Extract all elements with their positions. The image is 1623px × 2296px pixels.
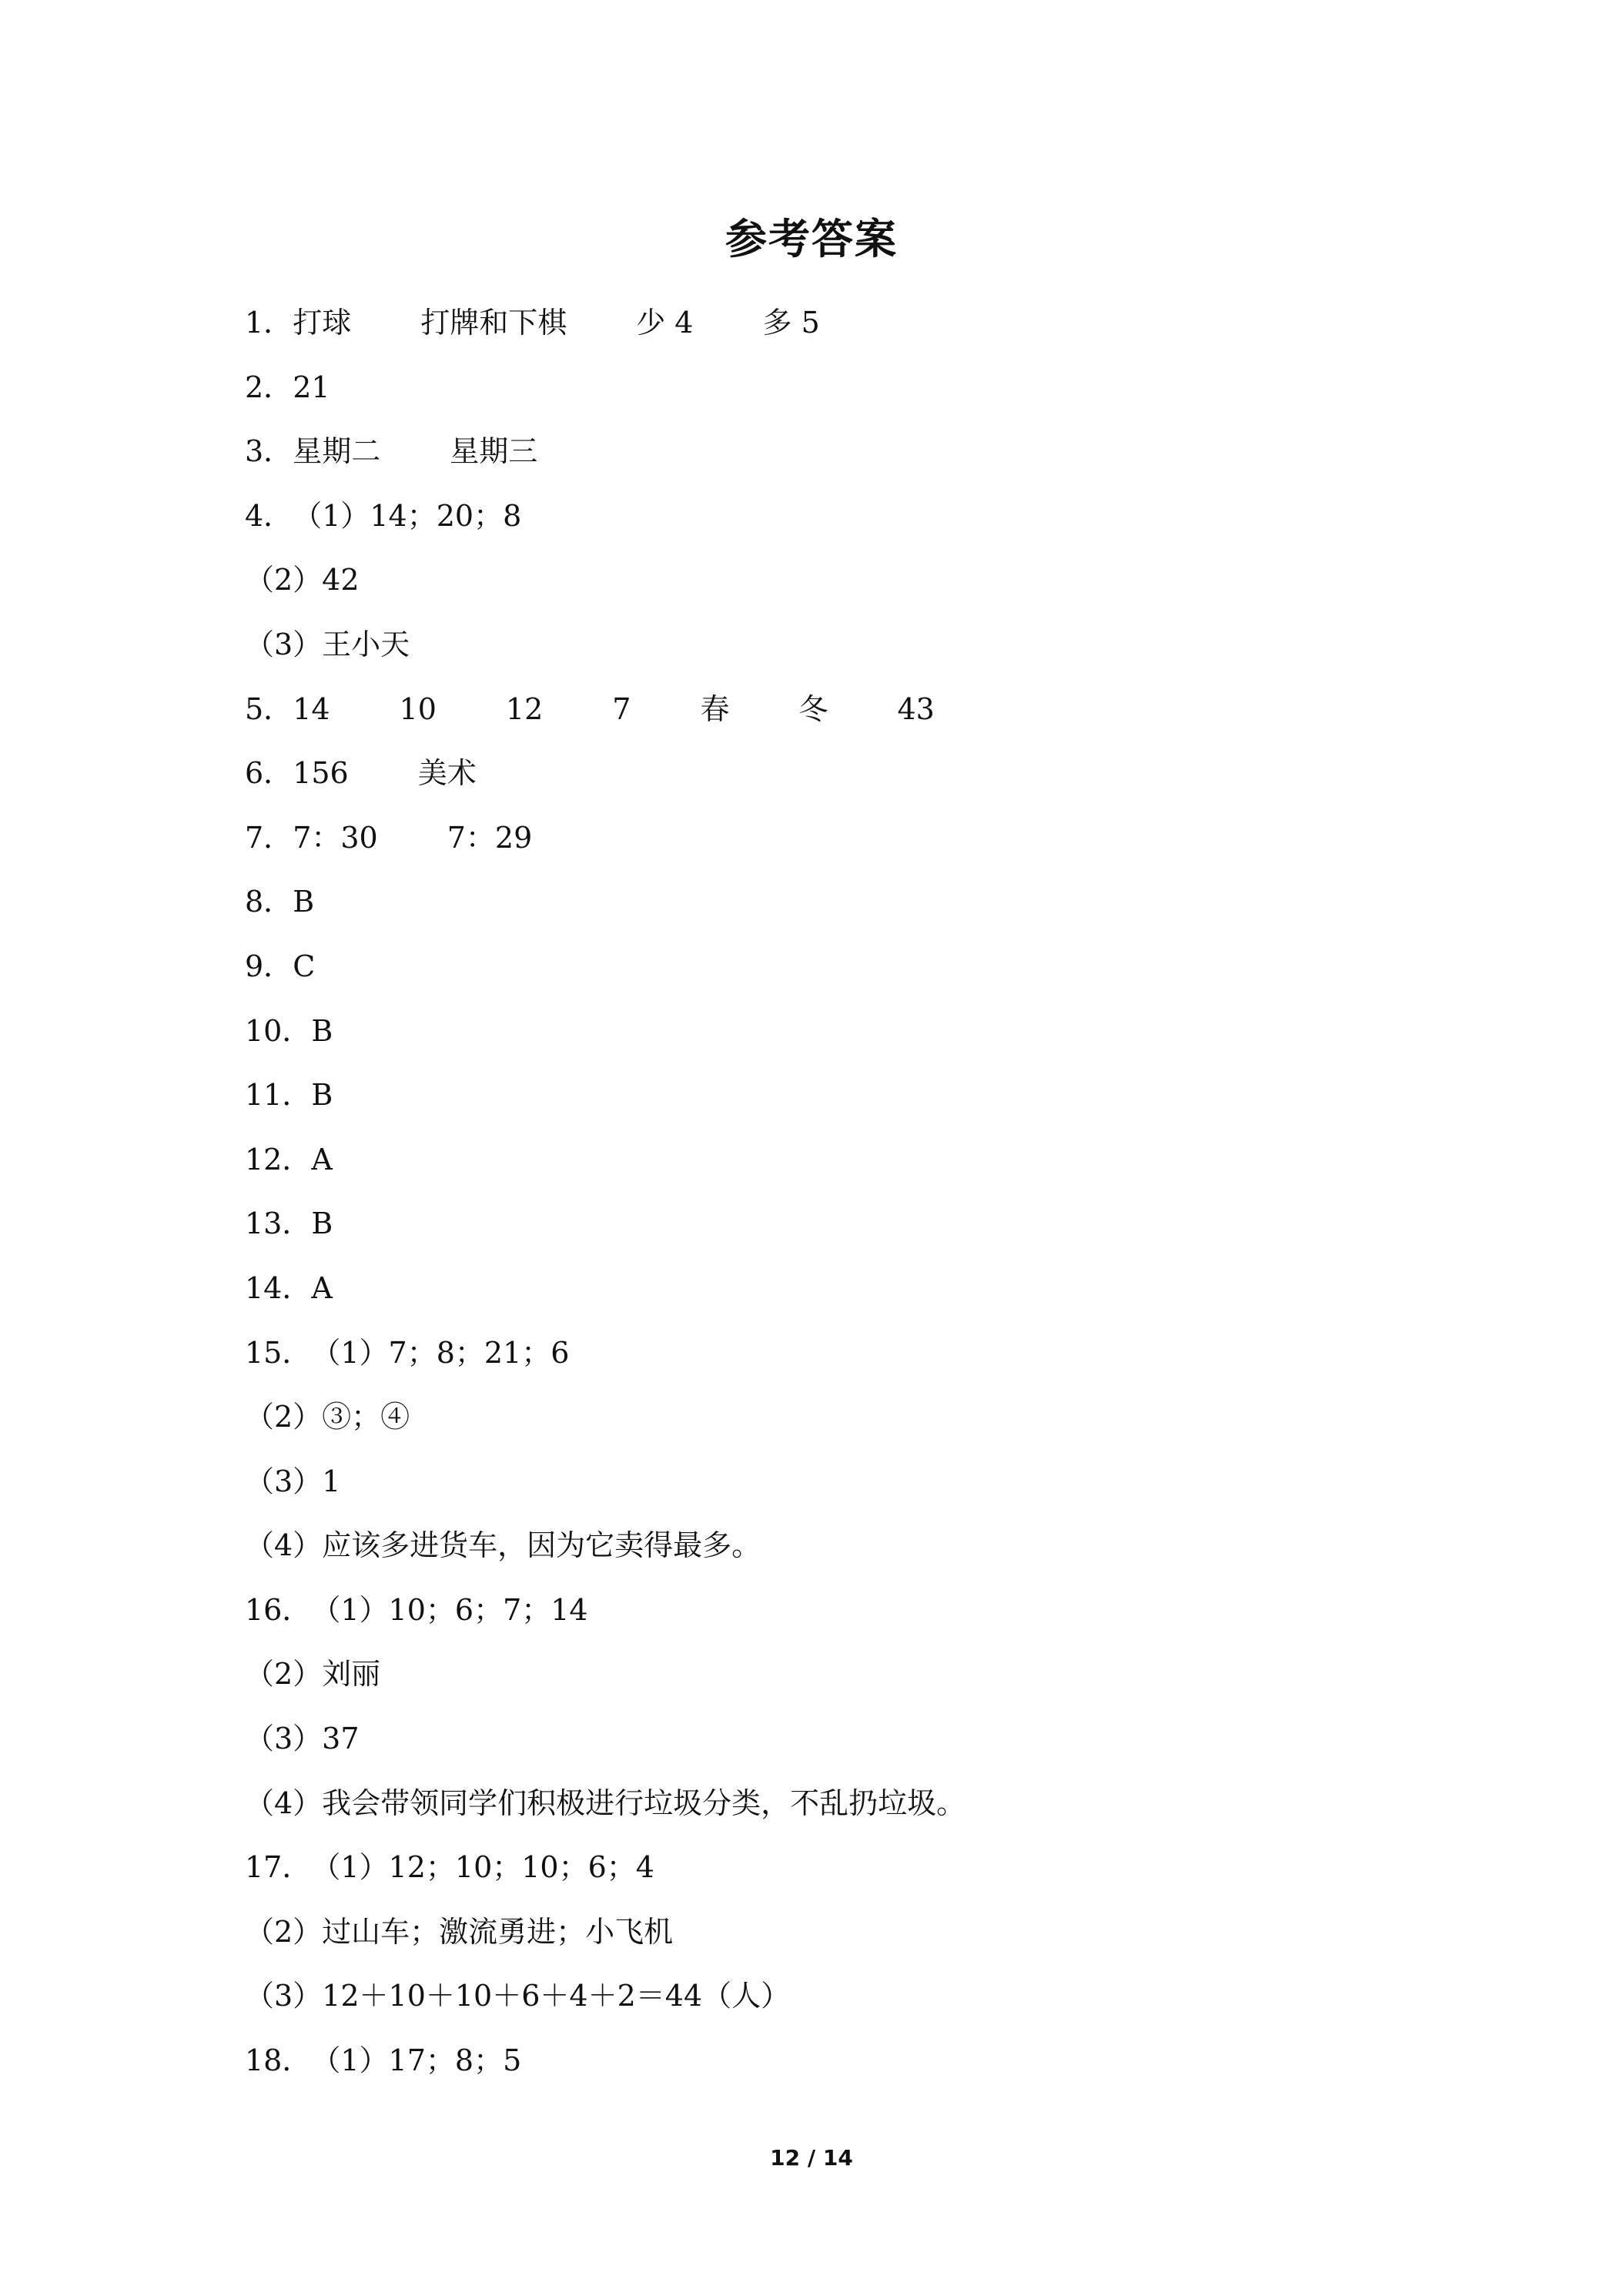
answer-line (245, 1900, 1477, 1965)
answer-line (245, 1578, 1477, 1643)
question-number: 4． (245, 498, 293, 533)
answer-text: 156 (293, 756, 349, 791)
answer-list (245, 291, 1477, 2094)
answer-line (245, 999, 1477, 1064)
question-number: 3． (245, 434, 293, 469)
answer-segments (293, 291, 820, 356)
answer-segments (245, 1964, 790, 2029)
question-number: 5． (245, 691, 293, 726)
answer-text: （2）刘丽 (245, 1657, 381, 1692)
answer-segments (245, 613, 410, 678)
answer-segments (245, 1707, 360, 1772)
answer-text: （3）1 (245, 1464, 341, 1498)
answer-line (245, 741, 1477, 806)
answer-segments (293, 678, 935, 742)
question-number: 14． (245, 1270, 312, 1305)
answer-text: （2）过山车；激流勇进；小飞机 (245, 1914, 674, 1949)
answer-line (245, 420, 1477, 484)
answer-line (245, 548, 1477, 613)
answer-text: A (311, 1142, 333, 1176)
answer-text: 10 (399, 691, 437, 726)
answer-segments (245, 1642, 380, 1707)
answer-text: （2）42 (245, 563, 360, 597)
question-number: 11． (245, 1078, 312, 1113)
answer-text: （1）10；6；7；14 (311, 1592, 588, 1627)
answer-segments (245, 1450, 340, 1514)
answer-text: 12 (505, 691, 544, 726)
answer-segments (293, 935, 315, 999)
answer-text: （3）王小天 (245, 627, 410, 661)
answer-line (245, 1385, 1477, 1450)
answer-line (245, 678, 1477, 742)
answer-text: 7：29 (447, 820, 533, 855)
answer-text: A (311, 1270, 333, 1305)
answer-line (245, 1063, 1477, 1128)
answer-text: 春 (700, 691, 730, 726)
answer-line (245, 1514, 1477, 1578)
answer-text: （4）我会带领同学们积极进行垃圾分类，不乱扔垃圾。 (245, 1786, 966, 1820)
question-number: 12． (245, 1142, 312, 1176)
answer-segments (311, 2029, 521, 2094)
answer-text: （1）7；8；21；6 (311, 1335, 570, 1370)
answer-text: （3）12＋10＋10＋6＋4＋2＝44（人） (245, 1979, 791, 2013)
answer-segments (245, 1772, 965, 1836)
answer-line (245, 1836, 1477, 1900)
answer-segments (293, 870, 314, 935)
answer-text: C (293, 949, 316, 983)
answer-text: B (311, 1013, 333, 1048)
answer-line (245, 1257, 1477, 1321)
answer-text: B (311, 1078, 333, 1113)
answer-segments (293, 356, 330, 420)
answer-line (245, 870, 1477, 935)
answer-text: 21 (293, 370, 330, 404)
answer-segments (311, 1063, 333, 1128)
answer-line (245, 2029, 1477, 2094)
answer-line (245, 1321, 1477, 1386)
answer-segments (293, 420, 537, 484)
answer-segments (293, 741, 477, 806)
answer-text: 星期二 (293, 434, 381, 469)
answer-text: B (311, 1207, 333, 1241)
answer-line (245, 1642, 1477, 1707)
answer-line (245, 484, 1477, 549)
answer-segments (311, 1192, 333, 1257)
answer-segments (245, 548, 360, 613)
answer-segments (311, 1128, 332, 1193)
answer-line (245, 291, 1477, 356)
answer-text: 打牌和下棋 (420, 306, 567, 340)
answer-text: 7 (612, 691, 631, 726)
answer-text: 打球 (293, 306, 352, 340)
answer-segments (311, 1836, 654, 1900)
question-number: 15． (245, 1335, 312, 1370)
question-number: 9． (245, 949, 293, 983)
answer-line (245, 613, 1477, 678)
answer-line (245, 1707, 1477, 1772)
answer-line (245, 1128, 1477, 1193)
answer-text: （1）14；20；8 (293, 498, 522, 533)
page-number: 12 / 14 (770, 2145, 853, 2170)
answer-text: 多 5 (762, 306, 820, 340)
answer-line (245, 356, 1477, 420)
answer-text: （1）17；8；5 (311, 2043, 522, 2078)
answer-text: 43 (897, 691, 935, 726)
question-number: 6． (245, 756, 293, 791)
question-number: 2． (245, 370, 293, 404)
answer-text: 少 4 (636, 306, 694, 340)
question-number: 18． (245, 2043, 312, 2078)
answer-text: （2）③；④ (245, 1400, 410, 1434)
answer-segments (311, 1321, 569, 1386)
question-number: 13． (245, 1207, 312, 1241)
question-number: 10． (245, 1013, 312, 1048)
question-number: 17． (245, 1850, 312, 1885)
answer-segments (293, 806, 532, 871)
answer-segments (293, 484, 521, 549)
question-number: 1． (245, 306, 293, 340)
answer-text: B (293, 885, 315, 919)
answer-line (245, 1192, 1477, 1257)
answer-line (245, 1450, 1477, 1514)
question-number: 16． (245, 1592, 312, 1627)
answer-text: （4）应该多进货车，因为它卖得最多。 (245, 1528, 761, 1563)
answer-text: 星期三 (450, 434, 538, 469)
answer-line (245, 1964, 1477, 2029)
answer-segments (311, 999, 333, 1064)
answer-line (245, 1772, 1477, 1836)
answer-text: 14 (293, 691, 330, 726)
answer-segments (245, 1900, 673, 1965)
answer-text: （1）12；10；10；6；4 (311, 1850, 654, 1885)
answer-segments (245, 1385, 410, 1450)
answer-segments (311, 1578, 587, 1643)
question-number: 8． (245, 885, 293, 919)
answer-segments (311, 1257, 332, 1321)
answer-line (245, 806, 1477, 871)
answer-text: （3）37 (245, 1722, 360, 1756)
answer-segments (245, 1514, 761, 1578)
answer-line (245, 935, 1477, 999)
question-number: 7． (245, 820, 293, 855)
answer-text: 7：30 (293, 820, 378, 855)
answer-text: 美术 (417, 756, 477, 791)
page-title: 参考答案 (725, 215, 898, 263)
answer-text: 冬 (798, 691, 828, 726)
